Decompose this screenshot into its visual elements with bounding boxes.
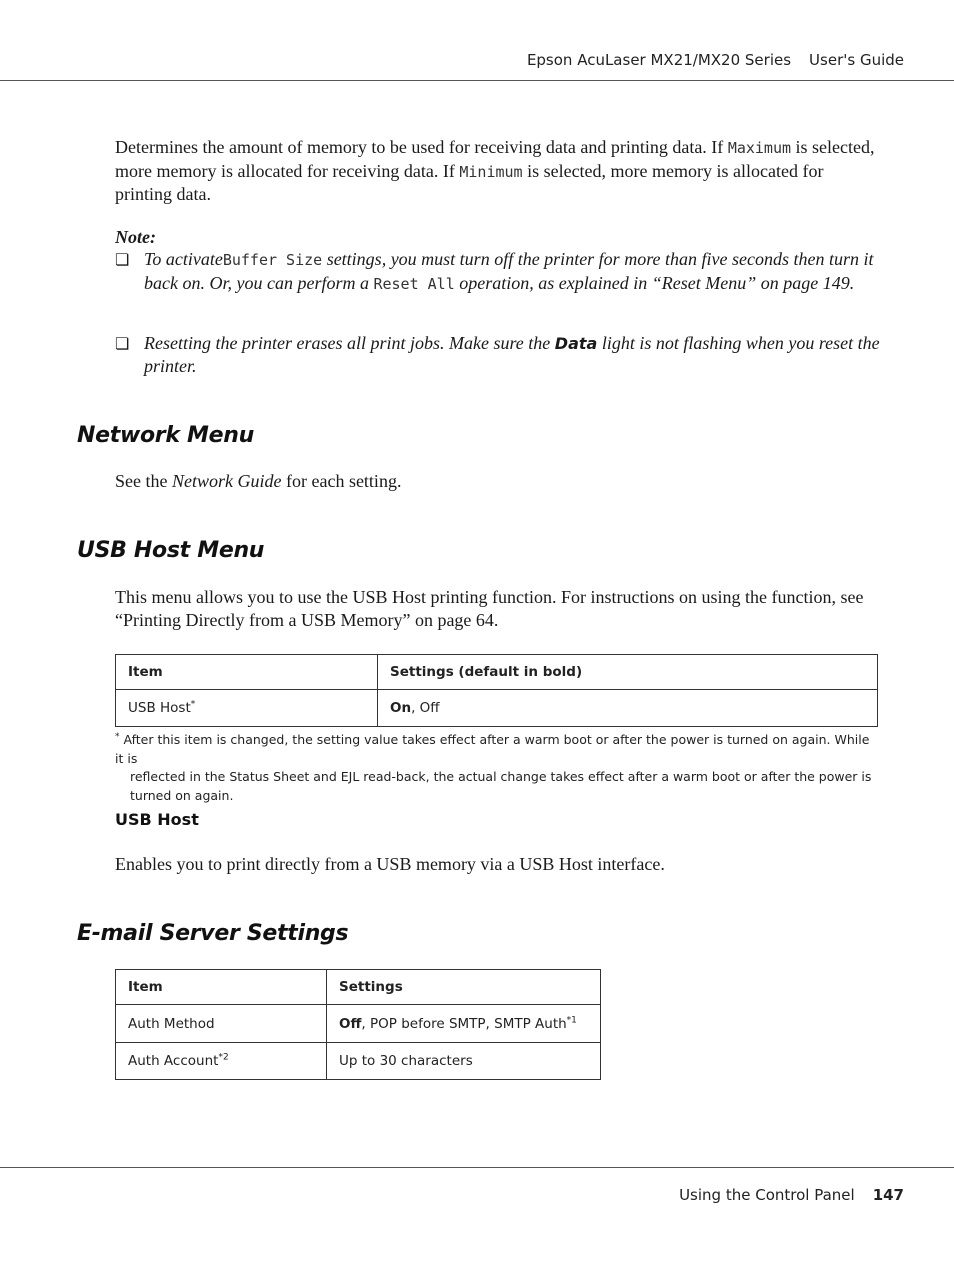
footnote-ref: *1 — [566, 1015, 577, 1025]
table-row — [116, 690, 878, 727]
usb-host-subheading: USB Host — [115, 810, 199, 829]
auth-method-settings-cell: Off, POP before SMTP, SMTP Auth$^{*1}$ — [327, 1005, 601, 1043]
footnote-ref: * — [190, 699, 196, 710]
usb-host-menu-text: This menu allows you to use the USB Host printing function. For instructions on using the function, see “Printing Directly from a USB Memory” on page 64. — [115, 587, 864, 630]
usb-host-item-cell: USB Host* — [116, 690, 378, 727]
checkbox-bullet-icon: ❏ — [115, 334, 130, 353]
table-header-row — [116, 655, 878, 690]
page-header — [527, 51, 904, 69]
column-header-item: Item — [116, 970, 327, 1005]
usb-host-subtext: Enables you to print directly from a USB memory via a USB Host interface. — [115, 854, 665, 874]
note-item-1: ❏ To activateBuffer Size settings, you must turn off the printer for more than five seconds then turn it back on. Or, you can perform a Reset All operation, as explained in “Reset Menu” on page 149. — [115, 249, 874, 293]
usb-host-settings-cell: On, Off — [378, 690, 878, 727]
code-reset-all: Reset All — [373, 275, 455, 293]
network-menu-text: See the Network Guide for each setting. — [115, 471, 402, 491]
header-product: Epson AcuLaser MX21/MX20 Series — [526, 51, 792, 69]
table-header-row — [116, 970, 601, 1005]
column-header-settings: Settings — [327, 970, 601, 1005]
table-row — [116, 1043, 601, 1080]
email-server-heading: E-mail Server Settings — [77, 921, 349, 946]
code-minimum: Minimum — [459, 162, 523, 181]
header-guide: User's Guide — [809, 51, 904, 69]
default-value: On — [390, 700, 412, 716]
auth-account-settings-cell: Up to 30 characters — [327, 1043, 601, 1080]
note-item-2: ❏ Resetting the printer erases all print jobs. Make sure the Data light is not flashing when you reset the printer. — [115, 333, 880, 376]
usb-host-footnote: * After this item is changed, the setting value takes effect after a warm boot or after the power is turned on again. While it is reflected in the Status Sheet and EJL read-back, the actual change takes effect after a warm boot or after the power is turned on again. — [115, 731, 872, 803]
column-header-settings: Settings (default in bold) — [378, 655, 878, 690]
page-number: 147 — [872, 1186, 904, 1204]
data-light-label: Data — [554, 334, 598, 353]
buffer-size-description: Determines the amount of memory to be used for receiving data and printing data. If Maximum is selected, more memory is allocated for receiving data. If Minimum is selected, more memory is allocated for printing data. — [115, 137, 875, 204]
code-buffer-size: Buffer Size — [222, 251, 323, 269]
header-divider — [0, 80, 954, 81]
footer-divider — [0, 1167, 954, 1168]
footer-section: Using the Control Panel — [679, 1186, 855, 1204]
auth-account-item-cell: Auth Account$^{*2}$ — [116, 1043, 327, 1080]
auth-method-item-cell: Auth Method — [116, 1005, 327, 1043]
default-value: Off — [339, 1015, 362, 1032]
footnote-ref: *2 — [218, 1052, 229, 1063]
table-row — [116, 1005, 601, 1043]
code-maximum: Maximum — [727, 139, 792, 157]
email-server-table — [115, 969, 601, 1080]
page-footer — [679, 1186, 904, 1204]
note-label: Note: — [115, 227, 156, 247]
network-menu-heading: Network Menu — [77, 423, 254, 448]
usb-host-table — [115, 654, 878, 727]
network-guide-title: Network Guide — [171, 471, 282, 491]
column-header-item: Item — [116, 655, 378, 690]
usb-host-menu-heading: USB Host Menu — [77, 538, 265, 563]
checkbox-bullet-icon: ❏ — [115, 250, 130, 269]
